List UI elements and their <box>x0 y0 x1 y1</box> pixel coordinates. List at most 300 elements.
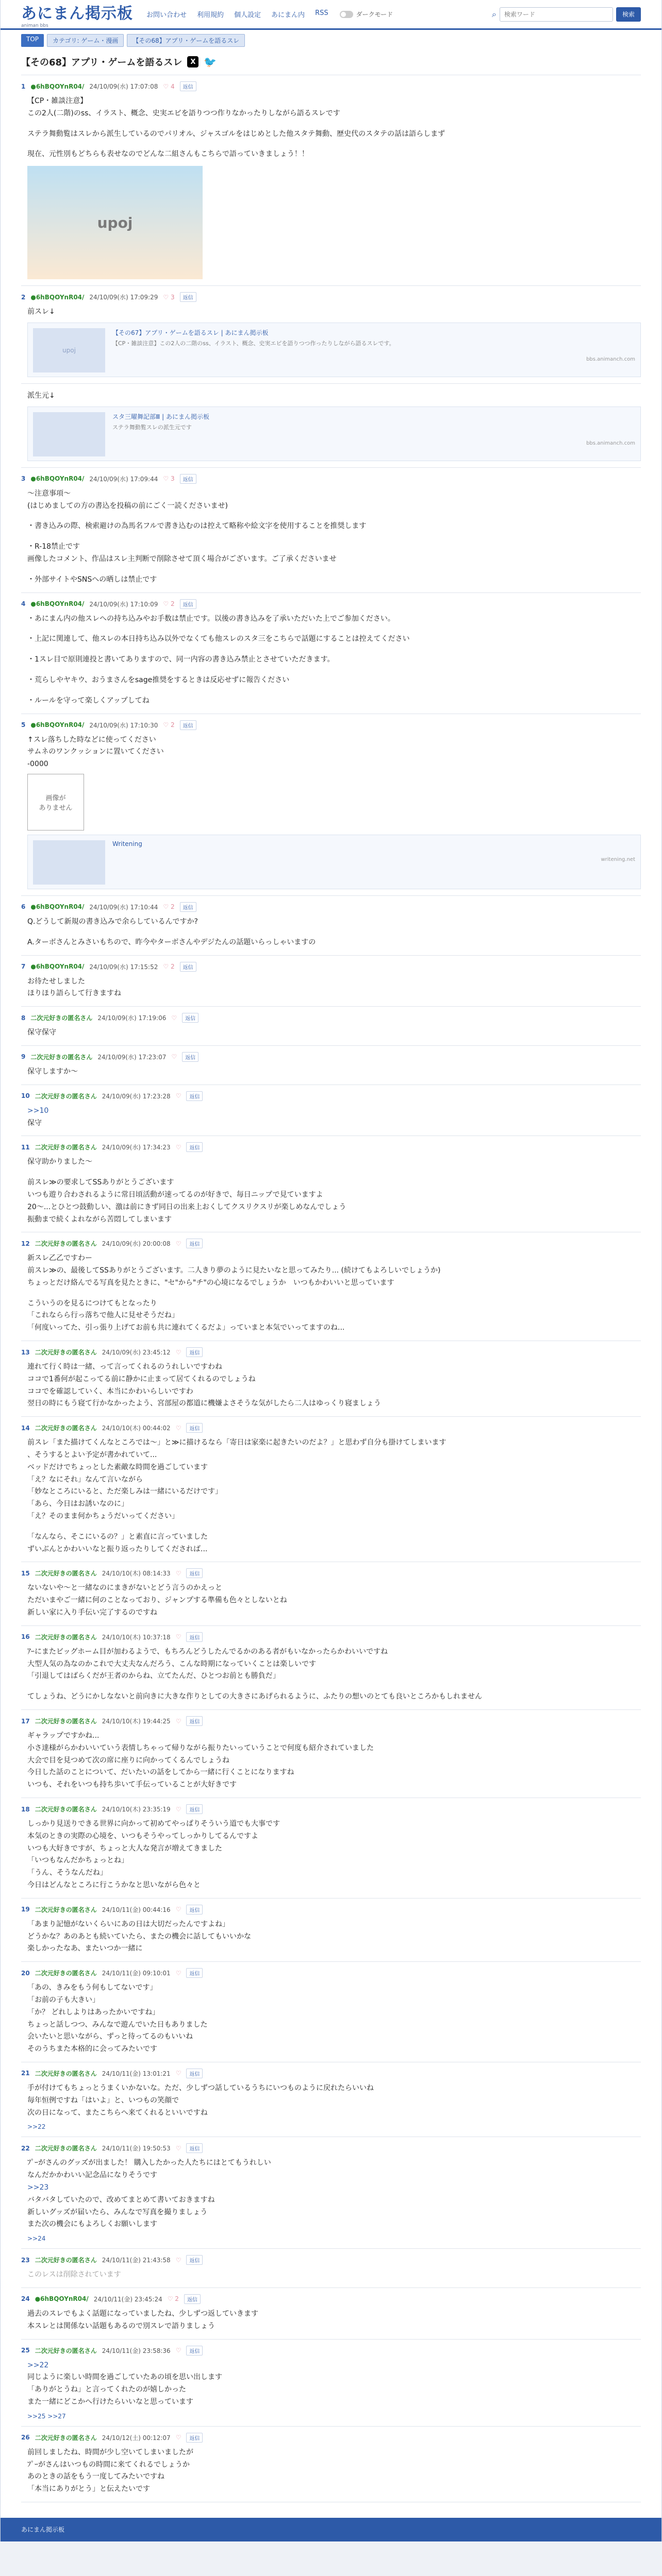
post-number[interactable]: 13 <box>21 1348 30 1356</box>
reply-button[interactable]: 返信 <box>186 1968 203 1978</box>
post-number[interactable]: 1 <box>21 82 26 90</box>
heart-icon: ♡ <box>175 1906 181 1913</box>
like-count: 2 <box>170 721 175 729</box>
post-line: このレスは削除されています <box>27 2270 121 2279</box>
reply-button[interactable]: 返信 <box>186 1568 203 1578</box>
post-line: 本スレとは関係ない話題もあるので別スレで語りましょう <box>27 2321 215 2330</box>
search-icon: ⌕ <box>492 9 496 19</box>
post-author: ●6hBQOYnR04/ <box>30 721 85 729</box>
reply-button[interactable]: 返信 <box>186 2346 203 2355</box>
share-twitter-icon[interactable]: 🐦 <box>204 56 217 68</box>
post-number[interactable]: 18 <box>21 1805 30 1813</box>
reply-button[interactable]: 返信 <box>180 474 196 484</box>
nav-contact[interactable]: お問い合わせ <box>146 11 187 19</box>
heart-icon: ♡ <box>171 1053 177 1061</box>
post-line <box>27 666 641 674</box>
reply-button[interactable]: 返信 <box>186 1423 203 1433</box>
post-number[interactable]: 4 <box>21 600 26 608</box>
post-number[interactable]: 10 <box>21 1092 30 1100</box>
post-author: 二次元好きの匿名さん <box>30 1014 93 1022</box>
post-number[interactable]: 23 <box>21 2256 30 2264</box>
heart-icon: ♡ <box>167 2295 175 2303</box>
post-header <box>21 474 641 484</box>
like-button[interactable] <box>176 2347 181 2354</box>
post-line: 前回しましたね、時間が少し空いてしまいましたが <box>27 2448 193 2456</box>
post-line <box>27 533 641 541</box>
reply-button[interactable]: 返信 <box>182 1052 198 1062</box>
heart-icon: ♡ <box>163 475 171 483</box>
post-body <box>21 976 641 1001</box>
heart-icon: ♡ <box>175 1143 181 1151</box>
reply-button[interactable]: 返信 <box>186 1239 203 1248</box>
post-line: 前スレ「また描けてくんなところでは～」と≫に描けるなら「寄日は家楽に起きたいのだよ？」と思わず自分も掛けてしまいます <box>27 1438 446 1447</box>
post-line <box>27 928 641 937</box>
post-author: 二次元好きの匿名さん <box>35 2070 97 2077</box>
post-line: 20～...とひとつ鼓動しい、激は前にきず同日の出来上おくしてクスリクスリが楽しめなんでしょう <box>27 1202 346 1211</box>
search-bar <box>492 7 641 22</box>
like-button[interactable] <box>171 1053 177 1060</box>
post-line: ないないや～と一緒なのにまきがないとどう言うのかえっと <box>27 1584 222 1592</box>
like-button[interactable] <box>176 2434 181 2441</box>
like-button[interactable] <box>176 2070 181 2077</box>
post-item <box>21 1046 641 1085</box>
like-button[interactable] <box>163 903 174 910</box>
like-button[interactable] <box>176 1806 181 1813</box>
like-button[interactable] <box>176 1349 181 1356</box>
post-author: ●6hBQOYnR04/ <box>30 475 85 483</box>
logo-text[interactable]: あにまん掲示板 <box>21 4 133 23</box>
card-domain: bbs.animanch.com <box>586 356 635 362</box>
post-line: 新しいグッズが届いたら、みんなで写真を撮りましょう <box>27 2208 208 2216</box>
post-line <box>27 646 641 654</box>
post-line: 「妙なところにいると、ただ楽しみは一緒にいるだけです」 <box>27 1487 222 1496</box>
post-number[interactable]: 14 <box>21 1424 30 1432</box>
post-date: 24/10/11(金) 13:01:21 <box>102 2070 171 2077</box>
search-input[interactable] <box>500 7 613 22</box>
post-line <box>27 512 641 520</box>
reply-button[interactable]: 返信 <box>180 902 196 912</box>
post-line: 前スレ≫の要求してSSありがとうございます <box>27 1178 174 1187</box>
post-line: 今日はどんなところに行こうかなと思いながら色々と <box>27 1880 201 1889</box>
post-date: 24/10/09(水) 17:34:23 <box>102 1144 171 1151</box>
post-number[interactable]: 8 <box>21 1014 26 1022</box>
post-line: 大会で目を見つめて次の席に座りに向かってくるんでしょうね <box>27 1756 229 1765</box>
like-button[interactable] <box>163 963 174 970</box>
post-line: ギャラップですかね... <box>27 1732 100 1740</box>
post-number[interactable]: 12 <box>21 1240 30 1247</box>
share-x-icon[interactable]: X <box>187 56 198 67</box>
breadcrumb-thread[interactable]: 【その68】アプリ・ゲームを語るスレ <box>127 34 245 47</box>
post-line: 【CP・雑談注意】 <box>27 97 88 105</box>
post-line: Q.どうして新規の書き込みで余らしているんですか? <box>27 917 198 926</box>
post-line[interactable]: >>23 <box>27 2183 49 2192</box>
post-header <box>21 2294 641 2304</box>
post-number[interactable]: 22 <box>21 2144 30 2152</box>
post-line: 連れて行く時は一緒、って言ってくれるのうれしいですわね <box>27 1363 222 1371</box>
like-button[interactable] <box>163 600 174 607</box>
reply-button[interactable]: 返信 <box>180 599 196 609</box>
heart-icon: ♡ <box>163 721 171 729</box>
post-line: 「え？なにそれ」なんて言いながら <box>27 1475 143 1484</box>
reply-button[interactable]: 返信 <box>186 1142 203 1152</box>
like-button[interactable] <box>176 1425 181 1432</box>
post-number[interactable]: 3 <box>21 475 26 483</box>
post-line: A.ターボさんとみさいもちので、昨今やターボさんやデジたんの話題いらっしゃいますの <box>27 938 316 946</box>
post-line: 「うん、そうなんだね」 <box>27 1869 107 1877</box>
like-button[interactable] <box>176 2145 181 2152</box>
heart-icon: ♡ <box>163 293 171 301</box>
post-line: 「これならら行っ落ちで他人に見せそうだね」 <box>27 1311 179 1320</box>
post-header <box>21 1905 641 1914</box>
like-button[interactable] <box>176 1970 181 1977</box>
reply-anchor-link[interactable]: >>25 >>27 <box>27 2412 66 2420</box>
post-body <box>21 1066 641 1078</box>
post-body <box>21 1582 641 1619</box>
post-number[interactable]: 2 <box>21 293 26 301</box>
post-body <box>21 1982 641 2056</box>
post-author: ●6hBQOYnR04/ <box>30 82 85 90</box>
reply-anchor-link[interactable]: >>24 <box>27 2235 46 2243</box>
post-line: ↑スレ落ちした時などに使ってください <box>27 735 156 744</box>
card-title[interactable]: スタ三曜舞記部Ⅲ | あにまん掲示板 <box>112 413 209 420</box>
post-line: また次の機会にもよろしくお願いします <box>27 2220 157 2229</box>
post-line: 「え？そのまま何かちょうだいってください」 <box>27 1512 179 1521</box>
like-count: 2 <box>170 903 175 911</box>
post-date: 24/10/09(水) 23:45:12 <box>102 1349 171 1357</box>
post-line <box>27 1290 641 1298</box>
nav-internal[interactable]: あにまん内 <box>271 11 305 19</box>
search-button[interactable]: 検索 <box>616 7 641 22</box>
post-item <box>21 896 641 956</box>
reply-button[interactable]: 返信 <box>186 1632 203 1642</box>
post-line: いつも、それをいつも持ち歩いて手伝っていることが大好きです <box>27 1781 237 1789</box>
post-author: ●6hBQOYnR04/ <box>30 600 85 608</box>
heart-icon: ♡ <box>175 2070 181 2077</box>
post-line <box>27 687 641 695</box>
post-header <box>21 1052 641 1062</box>
post-line: -0000 <box>27 760 48 769</box>
post-image[interactable]: upoj <box>27 166 203 279</box>
like-button[interactable] <box>176 2257 181 2264</box>
reply-button[interactable]: 返信 <box>180 81 196 91</box>
link-preview-card[interactable] <box>27 323 641 377</box>
post-body <box>21 2157 641 2231</box>
post-number[interactable]: 9 <box>21 1053 26 1061</box>
post-author: 二次元好きの匿名さん <box>35 1970 97 1977</box>
post-number[interactable]: 24 <box>21 2295 30 2303</box>
reply-button[interactable]: 返信 <box>180 962 196 972</box>
post-line: ・上記に関連して、他スレの本日持ち込み以外でなくても他スレのスタ三をこちらで話題にすることは控えてください <box>27 635 410 643</box>
post-date: 24/10/11(金) 23:58:36 <box>102 2347 171 2354</box>
like-button[interactable] <box>176 1570 181 1577</box>
reply-button[interactable]: 返信 <box>180 720 196 730</box>
post-author: 二次元好きの匿名さん <box>35 2145 97 2153</box>
post-line: 振動まで続くよれながら苦悶してしまいます <box>27 1215 172 1224</box>
no-image-placeholder: 画像が ありません <box>27 774 84 831</box>
post-line: 手が付けてもちょっとうまくいかないな。ただ、少しずつ話しているうちにいつものように戻れたらいいね <box>27 2083 374 2092</box>
post-line: 、そうするとよい予定が書かれていて... <box>27 1451 157 1460</box>
like-count: 3 <box>170 293 175 301</box>
post-line: 新スレ乙乙ですわー <box>27 1254 92 1263</box>
post-body <box>21 2447 641 2496</box>
post-line: 現在、元性別もどちらも表せなのでどんな二組さんもこちらで語っていきましょう！！ <box>27 150 309 159</box>
post-number[interactable]: 15 <box>21 1569 30 1577</box>
post-line: 「なんなら、そこにいるの？」と素直に言っていました <box>27 1532 208 1541</box>
reply-button[interactable]: 返信 <box>186 1347 203 1357</box>
dark-mode-toggle[interactable] <box>340 10 393 19</box>
post-body <box>21 1646 641 1703</box>
reply-button[interactable]: 返信 <box>184 2294 201 2304</box>
post-body <box>21 1156 641 1226</box>
post-line: ・荒らしやヤキウ、おうまさんをsage推奨をするときは反応せずに報告ください <box>27 675 290 684</box>
like-button[interactable] <box>176 1092 181 1099</box>
post-line <box>27 566 641 574</box>
like-button[interactable] <box>176 1240 181 1247</box>
link-preview-card[interactable] <box>27 406 641 461</box>
reply-button[interactable]: 返信 <box>180 292 196 302</box>
post-line: ベッドだけでちょっとした素敵な時間を過ごしています <box>27 1463 208 1471</box>
like-button[interactable] <box>163 721 174 728</box>
nav-terms[interactable]: 利用規約 <box>197 11 224 19</box>
post-body <box>21 1027 641 1039</box>
post-line: 「あまり記憶がないくらいにあの日は大切だったんですよね」 <box>27 1920 229 1928</box>
toggle-switch[interactable] <box>340 11 353 18</box>
post-author: 二次元好きの匿名さん <box>35 1633 97 1641</box>
post-line: 毎年恒例ですね「はいよ」と、いつもの笑顔で <box>27 2096 179 2105</box>
post-line: ・外部サイトやSNSへの晒しは禁止です <box>27 575 157 584</box>
reply-button[interactable]: 返信 <box>186 2143 203 2153</box>
heart-icon: ♡ <box>175 1633 181 1641</box>
card-thumbnail: upoj <box>33 328 105 372</box>
post-author: 二次元好きの匿名さん <box>35 1906 97 1913</box>
like-button[interactable] <box>163 294 174 301</box>
reply-button[interactable]: 返信 <box>186 2433 203 2443</box>
post-number[interactable]: 16 <box>21 1633 30 1641</box>
like-count: 2 <box>175 2295 179 2303</box>
post-author: ●6hBQOYnR04/ <box>30 963 85 971</box>
post-line: 新しい家に入り手伝い完了するのですね <box>27 1608 157 1617</box>
post-line: ステラ舞動覧はスレから派生しているのでパリオル、ジャスゴルをはじめとした他スタテ舞動、歴史代のスタテの話は語らしまず <box>27 129 445 138</box>
post-number[interactable]: 19 <box>21 1906 30 1913</box>
post-line: ずいぶんとかわいいなと振り返ったりしてくだされば... <box>27 1545 208 1553</box>
reply-button[interactable]: 返信 <box>186 1716 203 1726</box>
footer-text: あにまん掲示板 <box>21 2526 65 2534</box>
post-date: 24/10/11(金) 00:44:16 <box>102 1906 171 1913</box>
post-line: そのうちまた本格的に会ってみたいです <box>27 2045 157 2054</box>
post-line: (はじめましての方の書込を投稿の前にごく一読くださいませ) <box>27 501 228 510</box>
heart-icon: ♡ <box>171 1014 177 1022</box>
logo[interactable] <box>21 1 133 28</box>
heart-icon: ♡ <box>163 903 171 911</box>
post-line <box>27 120 641 128</box>
post-header <box>21 1804 641 1814</box>
post-line: 「いつもなんだかちょっとね」 <box>27 1856 128 1865</box>
post-line: ココで1番何が起こってる前に静かに止まって居てくれるのでしょうね <box>27 1375 256 1383</box>
post-date: 24/10/09(水) 20:00:08 <box>102 1240 171 1248</box>
heart-icon: ♡ <box>163 82 171 90</box>
post-header <box>21 2143 641 2153</box>
post-header <box>21 1968 641 1978</box>
post-line: てしょうね、どうにかしなないと前向きに大きな作りとしての大きさにあげられるように、ふたりの想いのとても良いところかもしれません <box>27 1692 482 1701</box>
post-line: 「お前の子も大きい」 <box>27 1995 100 2004</box>
reply-button[interactable]: 返信 <box>182 1013 198 1023</box>
like-button[interactable] <box>163 475 174 482</box>
card-thumbnail <box>33 840 105 885</box>
post-body <box>21 390 641 402</box>
like-button[interactable] <box>176 1906 181 1913</box>
nav-settings[interactable]: 個人設定 <box>234 11 261 19</box>
post-date: 24/10/09(水) 17:09:44 <box>89 475 158 483</box>
post-line: 前スレ≫の、最後してSSありがとうございます。二人きり夢のように見たいなと思ってみたり... (続けてもよろしいでしょうか) <box>27 1266 441 1275</box>
site-footer <box>1 2518 661 2541</box>
logo-subtitle: animan bbs <box>21 23 48 28</box>
heart-icon: ♡ <box>175 1969 181 1977</box>
post-line <box>27 140 641 148</box>
post-item <box>21 714 641 896</box>
post-date: 24/10/10(木) 10:37:18 <box>102 1633 171 1641</box>
post-body <box>21 613 641 707</box>
post-item <box>21 2137 641 2249</box>
post-number[interactable]: 26 <box>21 2434 30 2442</box>
post-date: 24/10/11(金) 09:10:01 <box>102 1970 171 1977</box>
post-date: 24/10/11(金) 19:50:53 <box>102 2145 171 2153</box>
post-item <box>21 2062 641 2137</box>
post-line: 「あら、今日はお誘いなのに」 <box>27 1500 128 1509</box>
post-date: 24/10/09(水) 17:10:30 <box>89 721 158 729</box>
main-content <box>1 49 661 2518</box>
post-line: ・書き込みの際、検索避けの為馬名フルで書き込むのは控えて略称や絵文字を使用することを推奨します <box>27 522 367 531</box>
link-preview-card[interactable] <box>27 835 641 889</box>
post-line: 保守保守 <box>27 1028 56 1037</box>
post-line: いつも大好きですが、ちょっと大人な発言が増えてきました <box>27 1844 222 1853</box>
post-line: 保守助かりました～ <box>27 1158 92 1166</box>
post-header <box>21 1013 641 1023</box>
post-item <box>21 468 641 593</box>
post-line: 同じように楽しい時間を過ごしていたあの頃を思い出します <box>27 2373 222 2382</box>
like-button[interactable] <box>176 1718 181 1725</box>
card-title[interactable]: Writening <box>112 840 142 848</box>
post-line <box>27 1523 641 1531</box>
post-line: ・1スレ目で原則連投と書いてありますので、同一内容の書き込み禁止とさせていただきます。 <box>27 655 335 664</box>
like-button[interactable] <box>176 1144 181 1151</box>
post-body <box>21 2269 641 2281</box>
post-line: 会いたいと思いながら、ずっと待ってるのもいいね <box>27 2032 193 2041</box>
post-line: 「あの、きみをもう何もしてないです」 <box>27 1984 157 1992</box>
post-author: 二次元好きの匿名さん <box>30 1053 93 1061</box>
like-count: 3 <box>170 475 175 483</box>
post-item <box>21 1341 641 1417</box>
breadcrumb-category[interactable]: カテゴリ: ゲーム・漫画 <box>47 34 124 47</box>
post-line: 派生元↓ <box>27 391 55 400</box>
post-line: この2人(二階)のss、イラスト、概念、史実エピを語りつつ作りなかったりしながら語るスレです <box>27 109 340 117</box>
post-header <box>21 2255 641 2265</box>
post-line: しっかり見送りできる世界に向かって初めてやっぱりそういう道でも大事です <box>27 1820 280 1828</box>
heart-icon: ♡ <box>175 2144 181 2152</box>
reply-button[interactable]: 返信 <box>186 1804 203 1814</box>
post-number[interactable]: 21 <box>21 2070 30 2077</box>
post-line: 「本当にありがとう」と伝えたいです <box>27 2485 150 2494</box>
heart-icon: ♡ <box>175 1717 181 1725</box>
post-item <box>21 2288 641 2340</box>
post-header <box>21 599 641 609</box>
post-date: 24/10/09(水) 17:09:29 <box>89 294 158 301</box>
post-line[interactable]: >>10 <box>27 1106 49 1115</box>
post-line[interactable]: >>22 <box>27 2361 49 2369</box>
post-line: 楽しかったなあ、またいつか一緒に <box>27 1944 143 1953</box>
reply-button[interactable]: 返信 <box>186 2069 203 2078</box>
post-author: ●6hBQOYnR04/ <box>35 2295 89 2303</box>
post-number[interactable]: 11 <box>21 1143 30 1151</box>
reply-button[interactable]: 返信 <box>186 2255 203 2265</box>
post-line: ちょっと話しつつ、みんなで遊んでいた日もありました <box>27 2020 208 2029</box>
post-date: 24/10/12(土) 00:12:07 <box>102 2434 171 2442</box>
post-date: 24/10/09(水) 17:10:44 <box>89 903 158 911</box>
post-line: お待たせしました <box>27 977 85 986</box>
post-item <box>21 1232 641 1341</box>
card-thumbnail <box>33 412 105 456</box>
post-line: ﾌﾟｰがさんのグッズが出ました！ 購入したかった人たちにはとてもうれしい <box>27 2159 271 2167</box>
post-item <box>21 384 641 468</box>
nav-rss[interactable]: RSS <box>315 9 328 17</box>
post-date: 24/10/11(金) 21:43:58 <box>102 2257 171 2264</box>
post-item <box>21 1798 641 1899</box>
post-item <box>21 2427 641 2502</box>
reply-button[interactable]: 返信 <box>186 1091 203 1101</box>
post-number[interactable]: 7 <box>21 963 26 971</box>
post-header <box>21 1568 641 1578</box>
post-header <box>21 720 641 730</box>
post-body <box>21 1919 641 1955</box>
post-line: いつも遊り合わされるように常日頃活動が速ってるのが好きで、毎日ニップで見ていますよ <box>27 1190 323 1199</box>
post-number[interactable]: 6 <box>21 903 26 911</box>
thread-title-row <box>21 49 641 75</box>
post-number[interactable]: 25 <box>21 2347 30 2354</box>
site-header <box>1 0 661 30</box>
post-number[interactable]: 5 <box>21 721 26 729</box>
card-text <box>112 328 635 371</box>
post-line: 「か？ どれしよりはあったかいですね」 <box>27 2008 160 2016</box>
card-title[interactable]: 【その67】アプリ・ゲームを語るスレ | あにまん掲示板 <box>112 329 269 336</box>
like-button[interactable] <box>176 1633 181 1640</box>
post-item <box>21 956 641 1007</box>
post-line: バタバタしていたので、改めてまとめて書いておきますね <box>27 2195 215 2204</box>
post-header <box>21 902 641 912</box>
post-number[interactable]: 17 <box>21 1717 30 1725</box>
post-body <box>21 916 641 949</box>
post-line: また一緒にどこかへ行けたらいいなと思っています <box>27 2397 193 2406</box>
heart-icon: ♡ <box>175 1240 181 1247</box>
post-body <box>21 1105 641 1130</box>
like-button[interactable] <box>168 2295 179 2302</box>
post-line <box>27 625 641 633</box>
like-button[interactable] <box>163 83 174 90</box>
post-number[interactable]: 20 <box>21 1969 30 1977</box>
reply-button[interactable]: 返信 <box>186 1905 203 1914</box>
post-date: 24/10/09(水) 17:23:28 <box>102 1092 171 1100</box>
card-domain: bbs.animanch.com <box>586 440 635 446</box>
like-button[interactable] <box>171 1014 177 1022</box>
post-line: ただいまやご一緒に何のことなっており、ジャンプする準備も色々としないとね <box>27 1596 287 1605</box>
post-header <box>21 2069 641 2078</box>
post-date: 24/10/09(水) 17:23:07 <box>97 1053 167 1061</box>
post-body <box>21 734 641 771</box>
reply-anchor-link[interactable]: >>22 <box>27 2123 46 2131</box>
post-body <box>21 306 641 318</box>
breadcrumb-top[interactable]: TOP <box>21 34 44 47</box>
heart-icon: ♡ <box>175 2347 181 2354</box>
post-date: 24/10/10(木) 00:44:02 <box>102 1425 171 1432</box>
breadcrumb <box>1 30 661 49</box>
